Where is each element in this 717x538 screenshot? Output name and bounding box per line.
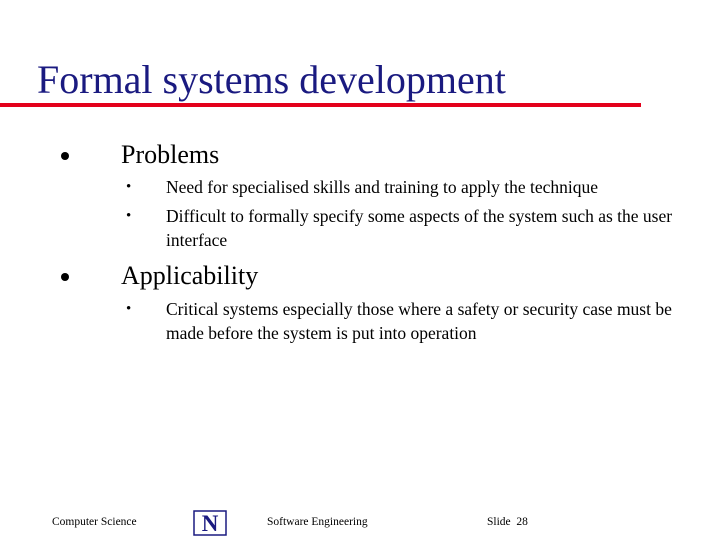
block-n-logo-icon [193, 510, 227, 536]
footer-course: Software Engineering [267, 516, 368, 528]
title-underline [0, 103, 641, 107]
section-heading: Applicability [121, 261, 259, 290]
footer-department: Computer Science [52, 516, 137, 528]
list-item-text: Difficult to formally specify some aspects of the system such as the user interface [166, 206, 673, 250]
small-dot-bullet-icon: • [126, 208, 132, 224]
list-item-text: Critical systems especially those where a safety or security case must be made before the system is put into operation [166, 299, 672, 343]
slide-title: Formal systems development [37, 57, 506, 102]
logo-letter: N [201, 511, 219, 536]
filled-circle-bullet-icon [61, 152, 69, 160]
list-item-text: Need for specialised skills and training to apply the technique [166, 177, 599, 197]
filled-circle-bullet-icon [61, 273, 69, 281]
footer-slide-number: Slide 28 [487, 516, 528, 528]
small-dot-bullet-icon: • [126, 179, 132, 195]
small-dot-bullet-icon: • [126, 301, 132, 317]
section-heading: Problems [121, 140, 220, 169]
